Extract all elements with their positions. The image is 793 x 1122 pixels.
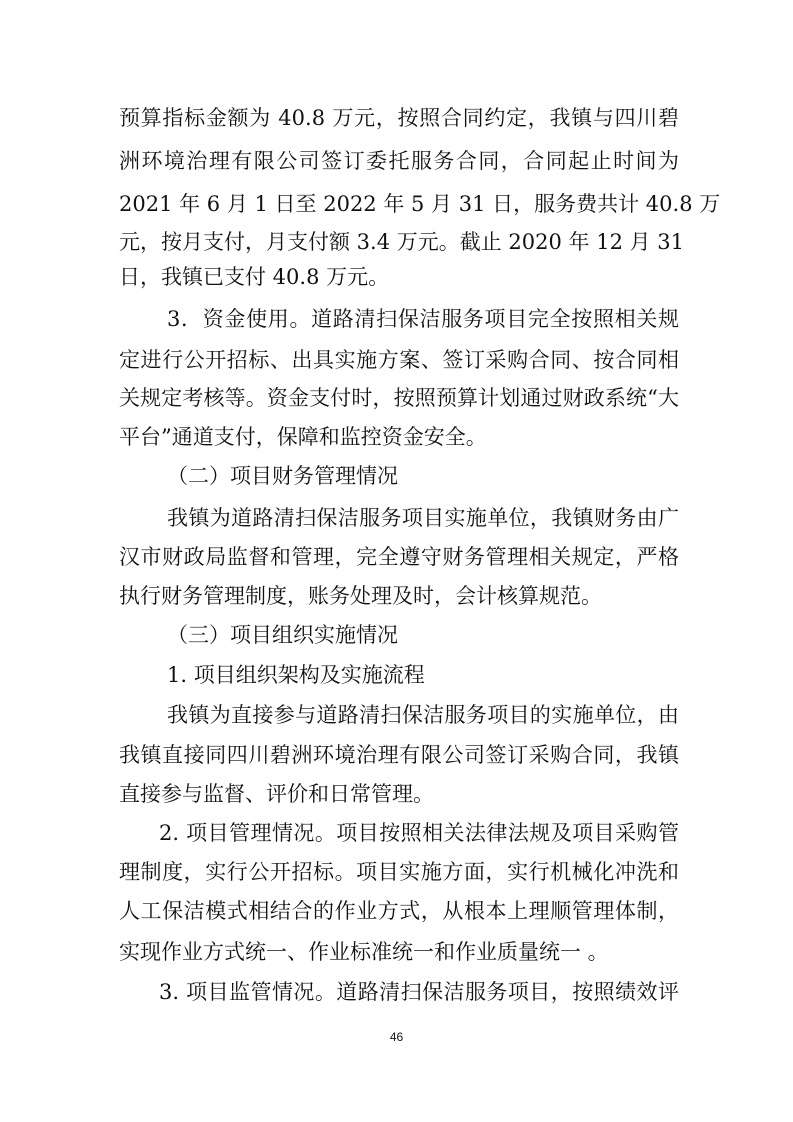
- body-text-line: 实现作业方式统一、作业标准统一和作业质量统一 。: [119, 940, 609, 964]
- body-text-line: 人工保洁模式相结合的作业方式，从根本上理顺管理体制，: [119, 899, 679, 923]
- section-item-funds-usage: 3．资金使用。道路清扫保洁服务项目完全按照相关规: [167, 307, 679, 331]
- section-heading-financial-management: （二）项目财务管理情况: [167, 464, 398, 488]
- body-text-line: 我镇直接同四川碧洲环境治理有限公司签订采购合同，我镇: [119, 743, 679, 767]
- body-text-line: 我镇为道路清扫保洁服务项目实施单位，我镇财务由广: [167, 506, 679, 530]
- body-text-line: 我镇为直接参与道路清扫保洁服务项目的实施单位，由: [167, 703, 679, 727]
- body-text-line: 元，按月支付，月支付额 3.4 万元。截止 2020 年 12 月 31: [119, 230, 685, 254]
- body-text-line: 执行财务管理制度，账务处理及时，会计核算规范。: [119, 584, 602, 608]
- subsection-heading-organization: 1. 项目组织架构及实施流程: [167, 663, 425, 687]
- page-number: 46: [389, 1030, 404, 1044]
- body-text-line: 日，我镇已支付 40.8 万元。: [119, 265, 390, 289]
- body-text-line: 汉市财政局监督和管理，完全遵守财务管理相关规定，严格: [119, 545, 679, 569]
- body-text-line: 直接参与监督、评价和日常管理。: [119, 782, 434, 806]
- body-text-line: 2021 年 6 月 1 日至 2022 年 5 月 31 日，服务费共计 40.8 万: [119, 192, 721, 216]
- body-text-line: 洲环境治理有限公司签订委托服务合同，合同起止时间为: [119, 149, 679, 173]
- section-item-project-supervision: 3. 项目监管情况。道路清扫保洁服务项目，按照绩效评: [159, 980, 679, 1004]
- section-heading-implementation: （三）项目组织实施情况: [167, 623, 398, 647]
- body-text-line: 关规定考核等。资金支付时，按照预算计划通过财政系统“大: [119, 386, 679, 410]
- body-text-line: 理制度，实行公开招标。项目实施方面，实行机械化冲洗和: [119, 860, 679, 884]
- section-item-project-management: 2. 项目管理情况。项目按照相关法律法规及项目采购管: [159, 821, 679, 845]
- body-text-line: 预算指标金额为 40.8 万元，按照合同约定，我镇与四川碧: [119, 106, 679, 130]
- body-text-line: 平台”通道支付，保障和监控资金安全。: [119, 425, 487, 449]
- body-text-line: 定进行公开招标、出具实施方案、签订采购合同、按合同相: [119, 348, 679, 372]
